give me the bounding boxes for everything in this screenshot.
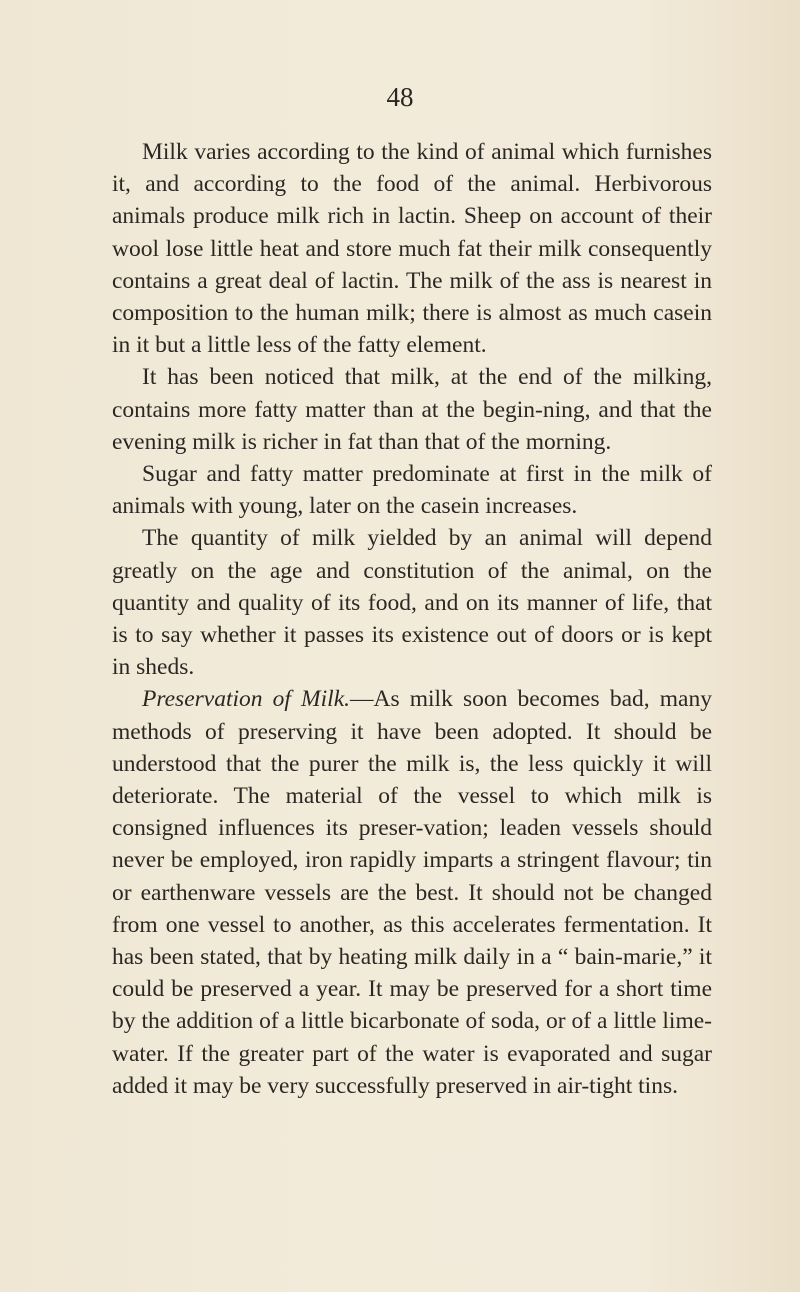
paragraph-preservation bbox=[112, 683, 712, 1102]
section-heading-preservation: Preservation of Milk. bbox=[142, 686, 350, 713]
body-text bbox=[112, 136, 712, 1102]
page-number: 48 bbox=[386, 82, 414, 112]
paragraph-milking-fat: It has been noticed that milk, at the end of the milking, contains more fatty matter than at the begin-ning, and that the evening milk is richer in fat than that of the morning. bbox=[112, 364, 712, 455]
paragraph-sugar-fat: Sugar and fatty matter predominate at first in the milk of animals with young, later on the casein increases. bbox=[112, 461, 712, 520]
paragraph-preservation-text: —As milk soon becomes bad, many methods of preserving it have been adopted. It should be understood that the purer the milk is, the less quickly it will deteriorate. The material of the vessel to which milk is consigned influences its preser-vation; leaden vessels should never be employed, iron rapidly imparts a stringent flavour; tin or earthenware vessels are the best. It should not be changed from one vessel to another, as this accelerates fermentation. It has been stated, that by heating milk daily in a “ bain-marie,” it could be preserved a year. It may be preserved for a short time by the addition of a little bicarbonate of soda, or of a little lime-water. If the greater part of the water is evaporated and sugar added it may be very successfully preserved in air-tight tins. bbox=[112, 686, 712, 1099]
paragraph-milk-varies: Milk varies according to the kind of animal which furnishes it, and according to the food of the animal. Herbivorous animals produce milk rich in lactin. Sheep on account of their wool lose little heat and store much fat their milk consequently contains a great deal of lactin. The milk of the ass is nearest in composition to the human milk; there is almost as much casein in it but a little less of the fatty element. bbox=[112, 139, 712, 359]
paragraph-quantity: The quantity of milk yielded by an animal will depend greatly on the age and constitution of the animal, on the quantity and quality of its food, and on its manner of life, that is to say whether it passes its existence out of doors or is kept in sheds. bbox=[112, 525, 712, 681]
